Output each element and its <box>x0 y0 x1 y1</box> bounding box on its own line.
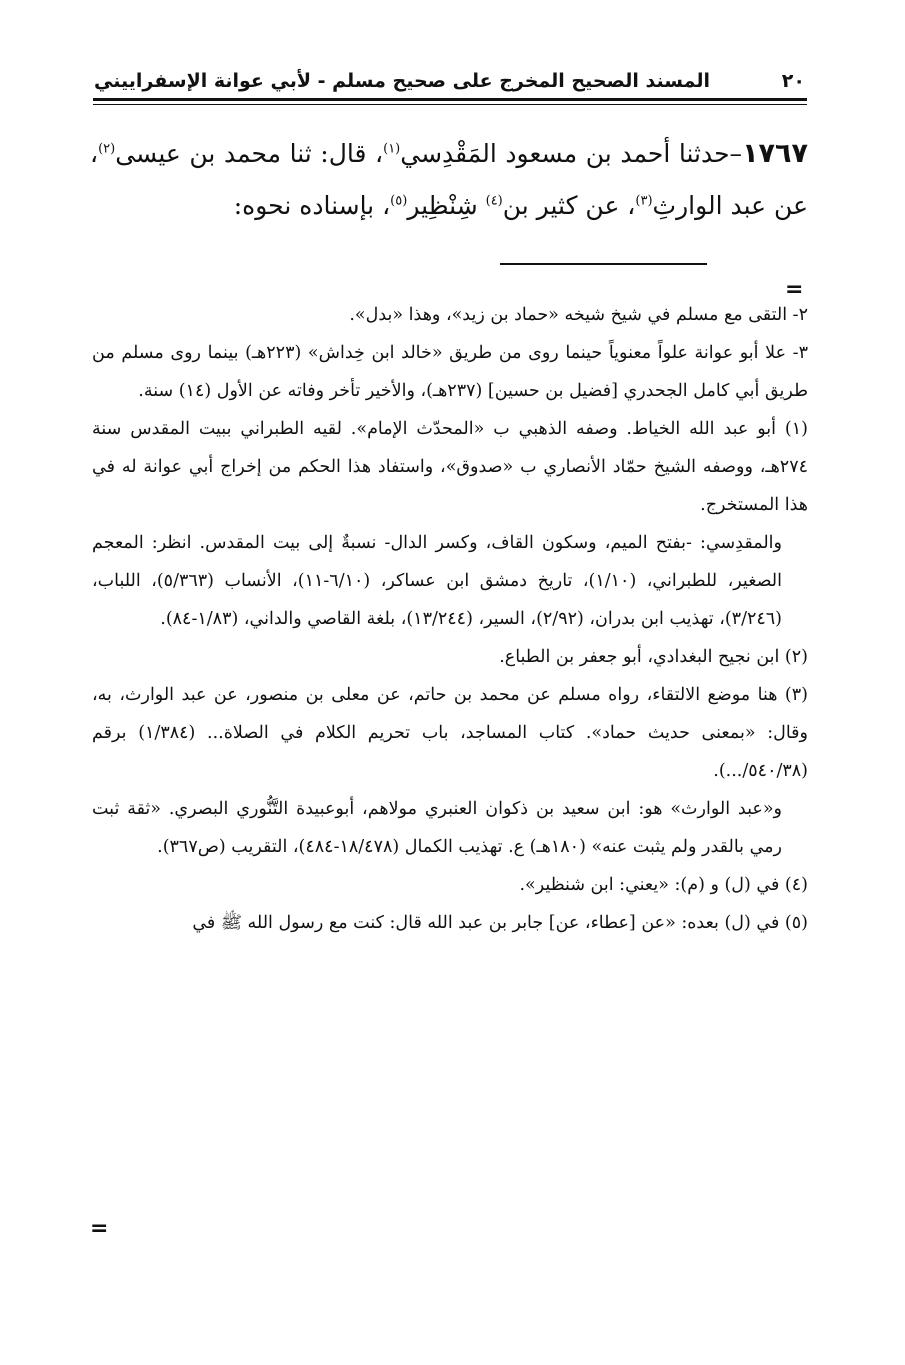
footnote: (٤) في (ل) و (م): «يعني: ابن شنظير». <box>519 875 808 895</box>
footnote-continuation: و«عبد الوارث» هو: ابن سعيد بن ذكوان العنبري مولاهم، أبوعبيدة التَّنُّوري البصري. «ثقة ثبت رمي بالقدر ولم يثبت عنه» (١٨٠هـ) ع. تهذيب الكمال (١٨/٤٧٨-٤٨٤)، التقريب (ص٣٦٧). <box>92 799 782 857</box>
footnote-ref: (٣) <box>635 193 653 209</box>
footnote: (١) أبو عبد الله الخياط. وصفه الذهبي ب «المحدّث الإمام». لقيه الطبراني ببيت المقدس سنة ٢٧٤هـ، ووصفه الشيخ حمّاد الأنصاري ب «صدوق»، واستفاد هذا الحكم من إخراج أبي عوانة له في هذا المستخرج. <box>92 419 808 515</box>
hadith-segment: شِنْظِير <box>407 191 486 220</box>
continuation-mark-bottom: = <box>90 1216 109 1241</box>
footnote: (٥) في (ل) بعده: «عن [عطاء، عن] جابر بن عبد الله قال: كنت مع رسول الله ﷺ في <box>192 913 808 933</box>
footnote-ref: (٥) <box>390 193 408 209</box>
running-header <box>95 70 805 94</box>
footnotes <box>92 296 808 942</box>
footnote: ٣- علا أبو عوانة علواً معنوياً حينما روى من طريق «خالد ابن خِداش» (٢٢٣هـ) بينما روى مسلم من طريق أبي كامل الجحدري [فضيل بن حسين] (٢٣٧هـ)، والأخير تأخر وفاته عن الأول (١٤) سنة. <box>92 343 808 401</box>
footnote: (٣) هنا موضع الالتقاء، رواه مسلم عن محمد بن حاتم، عن معلى بن منصور، عن عبد الوارث، به، وقال: «بمعنى حديث حماد». كتاب المساجد، باب تحريم الكلام في الصلاة... (١/٣٨٤) برقم (٥٤٠/٣٨/...). <box>92 685 808 781</box>
footnote-continuation: والمقدِسي: -بفتح الميم، وسكون القاف، وكسر الدال- نسبةٌ إلى بيت المقدس. انظر: المعجم الصغير، للطبراني، (١/١٠)، تاريخ دمشق ابن عساكر، (٦/١٠-١١)، الأنساب (٥/٣٦٣)، اللباب، (٣/٢٤٦)، تهذيب ابن بدران، (٢/٩٢)، السير، (١٣/٢٤٤)، بلغة القاصي والداني، (١/٨٣-٨٤). <box>92 533 783 629</box>
footnote-ref: (٤) <box>485 193 503 209</box>
footnote-ref: (٢) <box>98 141 116 157</box>
hadith-segment: ، عن كثير بن <box>502 191 636 220</box>
footnote-ref: (١) <box>383 141 401 157</box>
footnote: (٢) ابن نجيح البغدادي، أبو جعفر بن الطباع. <box>499 647 808 667</box>
page-number: ٢٠ <box>781 70 805 92</box>
book-title: المسند الصحيح المخرج على صحيح مسلم - لأبي عوانة الإسفراييني <box>94 70 710 92</box>
header-rule-thick <box>93 98 807 101</box>
hadith-segment: ، عن عبد الوارثِ <box>90 139 808 220</box>
hadith-text <box>90 128 808 232</box>
hadith-number: ١٧٦٧ <box>742 138 808 169</box>
footnote-separator <box>500 263 707 265</box>
hadith-segment: –حدثنا أحمد بن مسعود المَقْدِسي <box>400 139 743 168</box>
hadith-segment: ، بإسناده نحوه: <box>233 191 391 220</box>
hadith-segment: ، قال: ثنا محمد بن عيسى <box>115 139 384 168</box>
header-rule-thin <box>93 104 807 105</box>
continuation-mark-top: = <box>785 277 804 302</box>
footnote: ٢- التقى مع مسلم في شيخ شيخه «حماد بن زيد»، وهذا «بدل». <box>349 305 808 325</box>
